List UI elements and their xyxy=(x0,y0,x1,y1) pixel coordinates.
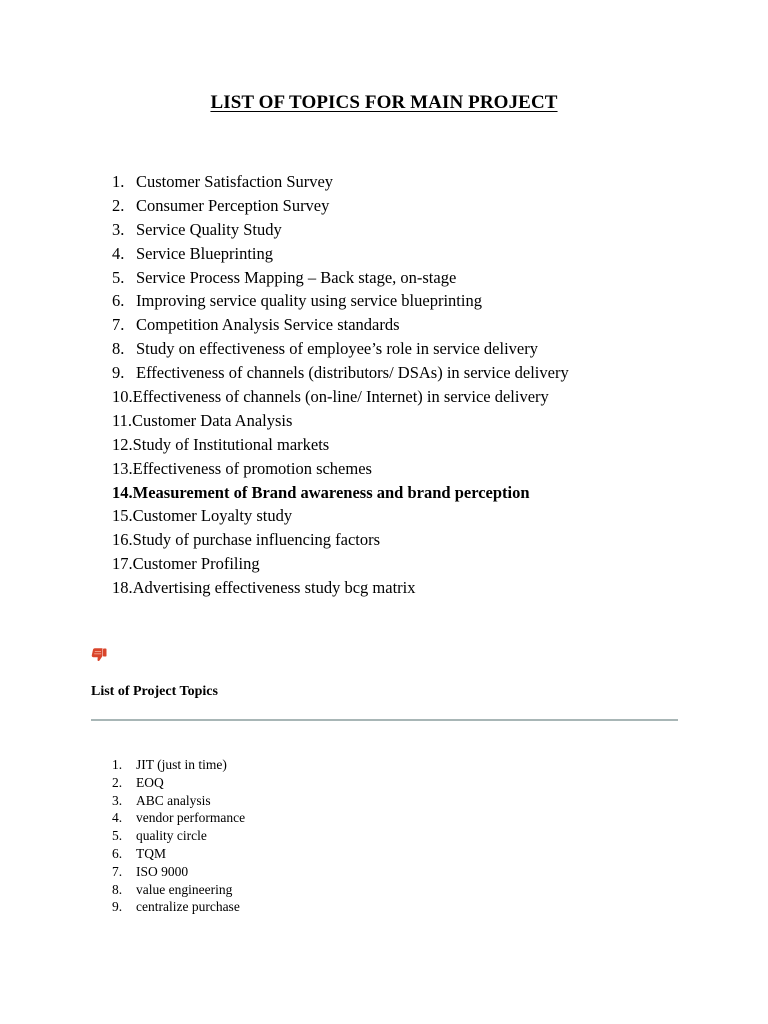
list-item xyxy=(112,809,245,827)
list-item-number: 2. xyxy=(112,774,123,790)
list-item-text: Service Process Mapping – Back stage, on-stage xyxy=(136,267,457,287)
list-item-number: 14. xyxy=(112,482,133,502)
divider xyxy=(91,719,678,721)
list-item-number: 9. xyxy=(112,363,125,383)
section-heading: List of Project Topics xyxy=(91,684,218,699)
list-item xyxy=(112,266,569,290)
list-item-number: 3. xyxy=(112,219,125,239)
list-item-number: 6. xyxy=(112,291,125,311)
list-item-text: Service Blueprinting xyxy=(136,243,274,263)
list-item-text: Study on effectiveness of employee’s role in service delivery xyxy=(136,339,538,359)
list-item-number: 1. xyxy=(112,172,125,191)
thumbs-down-icon[interactable] xyxy=(90,646,108,664)
list-item xyxy=(112,528,569,552)
list-item-number: 16. xyxy=(112,530,133,550)
list-item xyxy=(112,385,569,409)
main-topic-list xyxy=(112,170,569,600)
list-item xyxy=(112,218,569,242)
list-item-number: 18. xyxy=(112,578,133,598)
list-item-text: Customer Satisfaction Survey xyxy=(136,172,334,191)
list-item-number: 8. xyxy=(112,339,125,359)
project-topic-list xyxy=(112,756,245,916)
list-item-text: Customer Data Analysis xyxy=(132,410,293,430)
list-item-text: Improving service quality using service blueprinting xyxy=(136,291,482,311)
list-item-text: Study of purchase influencing factors xyxy=(132,530,381,550)
list-item-number: 4. xyxy=(112,243,125,263)
list-item-text: Competition Analysis Service standards xyxy=(136,315,400,335)
list-item-text: centralize purchase xyxy=(136,899,240,915)
list-item xyxy=(112,409,569,433)
list-item-text: EOQ xyxy=(136,774,164,790)
list-item xyxy=(112,194,569,218)
list-item xyxy=(112,170,569,194)
list-item-highlighted xyxy=(112,481,569,505)
list-item xyxy=(112,898,245,916)
list-item-text: Service Quality Study xyxy=(136,219,282,239)
list-item xyxy=(112,576,569,600)
list-item xyxy=(112,552,569,576)
list-item-text: quality circle xyxy=(136,828,207,844)
list-item-number: 5. xyxy=(112,267,125,287)
list-item-text: JIT (just in time) xyxy=(136,757,227,772)
list-item xyxy=(112,827,245,845)
list-item-text: Measurement of Brand awareness and brand perception xyxy=(132,482,530,502)
list-item-number: 13. xyxy=(112,458,133,478)
list-item-text: ABC analysis xyxy=(136,792,211,808)
list-item-number: 6. xyxy=(112,845,123,861)
list-item-text: Consumer Perception Survey xyxy=(136,195,330,215)
list-item xyxy=(112,845,245,863)
list-item xyxy=(112,433,569,457)
list-item-text: Customer Profiling xyxy=(132,554,260,574)
list-item-number: 1. xyxy=(112,757,123,772)
list-item xyxy=(112,881,245,899)
list-item-text: Effectiveness of promotion schemes xyxy=(132,458,372,478)
list-item xyxy=(112,313,569,337)
list-item xyxy=(112,774,245,792)
list-item xyxy=(112,457,569,481)
list-item-text: TQM xyxy=(136,845,166,861)
list-item-text: ISO 9000 xyxy=(136,863,189,879)
list-item-number: 3. xyxy=(112,792,123,808)
list-item-text: value engineering xyxy=(136,881,233,897)
list-item xyxy=(112,756,245,774)
list-item-number: 10. xyxy=(112,387,133,407)
list-item xyxy=(112,242,569,266)
list-item-text: Advertising effectiveness study bcg matrix xyxy=(132,578,416,598)
list-item xyxy=(112,289,569,313)
list-item-number: 15. xyxy=(112,506,133,526)
list-item-text: vendor performance xyxy=(136,810,246,826)
list-item-number: 7. xyxy=(112,315,125,335)
list-item-number: 7. xyxy=(112,863,123,879)
page-title: LIST OF TOPICS FOR MAIN PROJECT xyxy=(210,92,558,113)
list-item xyxy=(112,337,569,361)
list-item-text: Effectiveness of channels (distributors/ DSAs) in service delivery xyxy=(136,363,569,383)
list-item-number: 17. xyxy=(112,554,133,574)
list-item xyxy=(112,361,569,385)
list-item-number: 8. xyxy=(112,881,123,897)
list-item-number: 11. xyxy=(112,410,133,430)
list-item xyxy=(112,792,245,810)
list-item xyxy=(112,504,569,528)
list-item-number: 12. xyxy=(112,434,133,454)
list-item-text: Customer Loyalty study xyxy=(132,506,293,526)
list-item-text: Study of Institutional markets xyxy=(132,434,330,454)
list-item-number: 9. xyxy=(112,899,123,915)
list-item-number: 4. xyxy=(112,810,123,826)
list-item xyxy=(112,863,245,881)
list-item-number: 5. xyxy=(112,828,123,844)
list-item-number: 2. xyxy=(112,195,125,215)
list-item-text: Effectiveness of channels (on-line/ Internet) in service delivery xyxy=(132,387,549,407)
